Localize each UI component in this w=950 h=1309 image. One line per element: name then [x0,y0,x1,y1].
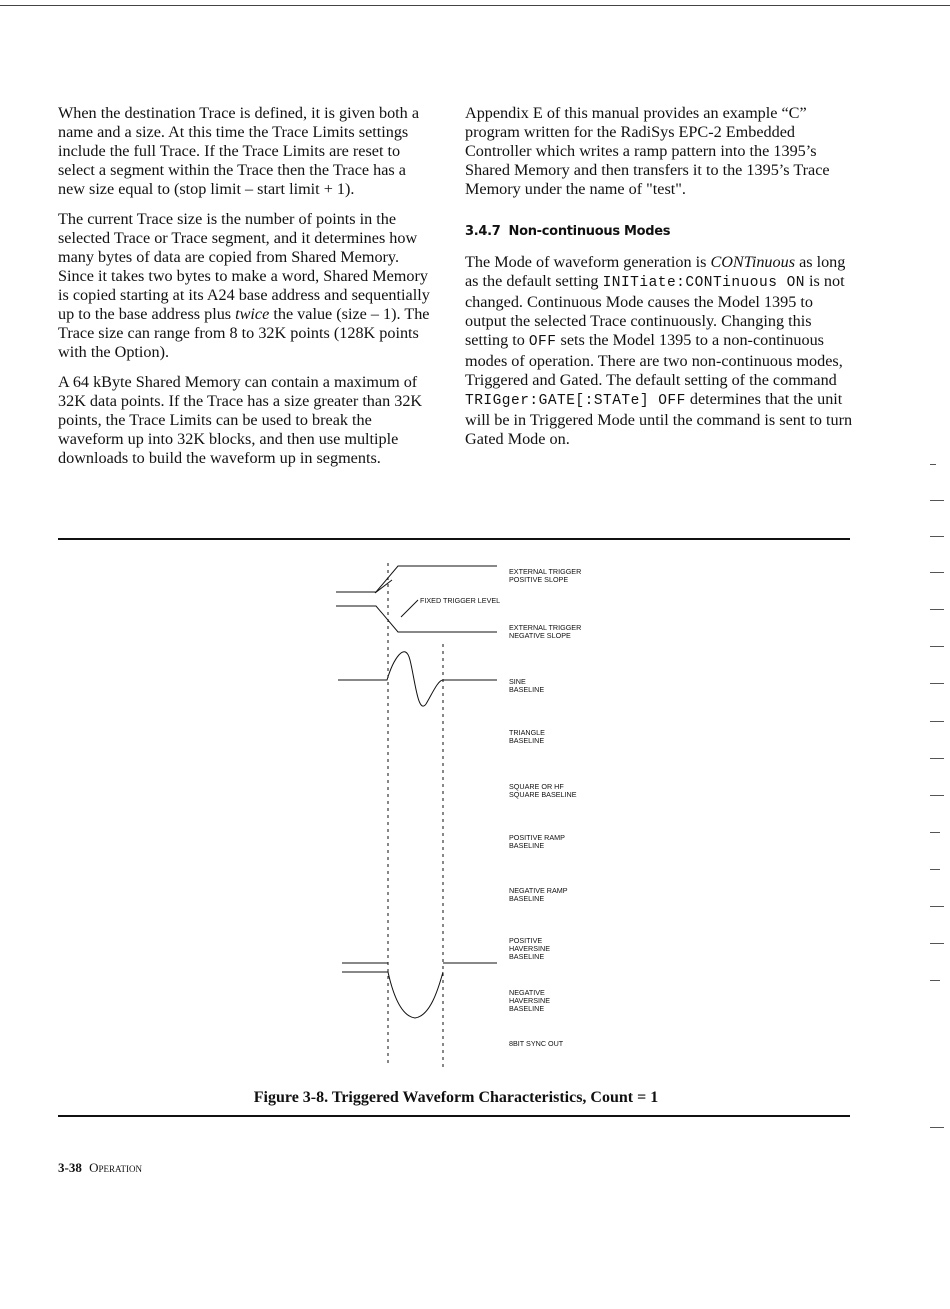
timing-markers [388,563,443,1067]
waveform-label-line: 8BIT SYNC OUT [509,1039,564,1048]
waveform-label-line: NEGATIVE SLOPE [509,631,571,640]
emphasis-twice: twice [235,305,270,323]
code-off: OFF [528,334,557,350]
section-number: 3.4.7 [465,224,501,239]
waveform-label [509,936,550,961]
waveform-label-line: SQUARE BASELINE [509,790,577,799]
positive-slope-trigger-trace [336,566,497,592]
waveform-label-line: NEGATIVE [509,988,545,997]
text-run: sets the Model 1395 to a non-continuous modes of operation. There are two non-continuous modes, Triggered and Gated. The default setting of the command [465,331,843,389]
waveform-label [509,728,545,745]
sine-trace [338,652,497,706]
waveform-label-line: NEGATIVE RAMP [509,886,568,895]
waveform-label-line: POSITIVE SLOPE [509,575,569,584]
waveform-label-line: TRIANGLE [509,728,545,737]
waveform-label-line: EXTERNAL TRIGGER [509,567,582,576]
section-heading [465,222,855,241]
code-trigger-gate: TRIGger:GATE[:STATe] OFF [465,393,686,409]
negative-haversine-trace [342,972,443,1018]
scan-mark [930,683,944,684]
paragraph-shared-memory: A 64 kByte Shared Memory can contain a maximum of 32K data points. If the Trace has a size greater than 32K points, the Trace Limits can be used to break the waveform up into 32K blocks, and then use multiple downloads to build the waveform up in segments. [58,373,423,467]
left-text-column [58,104,436,479]
waveform-label-line: BASELINE [509,841,545,850]
text-run: is not changed. Continuous Mode causes the Model 1395 to output the selected Trace continuously. Changing this setting to [465,272,845,349]
scan-mark [930,646,944,647]
waveform-traces [336,566,497,1018]
scan-mark [930,980,940,981]
page-footer [58,1160,142,1176]
scan-mark [930,832,940,833]
waveform-label [509,567,581,584]
waveform-label-line: SQUARE OR HF [509,782,564,791]
waveform-label-line: BASELINE [509,1004,545,1013]
scan-mark [930,795,944,796]
waveform-label-line: HAVERSINE [509,996,551,1005]
page-number: 3-38 [58,1160,82,1175]
text-run: the value (size – 1). The Trace size can range from 8 to 32K points (128K points with the Option). [58,305,430,361]
scan-mark [930,572,944,573]
top-rule [0,5,950,6]
waveform-label-line: POSITIVE [509,936,543,945]
waveform-label-line: BASELINE [509,736,545,745]
paragraph-appendix-e: Appendix E of this manual provides an example “C” program written for the RadiSys EPC-2 Embedded Controller which writes a ramp pattern into the 1395’s Shared Memory and then transfers it to the 1395’s Trace Memory under the name of "test". [465,104,830,198]
waveform-labels [420,567,581,1048]
scan-mark [930,1127,944,1128]
scan-mark [930,721,944,722]
scan-mark [930,464,936,465]
waveform-label [509,623,581,640]
waveform-label-line: BASELINE [509,685,545,694]
paragraph-trace-definition: When the destination Trace is defined, it is given both a name and a size. At this time the Trace Limits settings include the full Trace. If the Trace Limits are reset to select a segment within the Trace then the Trace has a new size equal to (stop limit – start limit + 1). [58,104,420,198]
emphasis-continuous: CONTinuous [710,253,796,271]
text-run: The Mode of waveform generation is [465,253,711,271]
text-run: The current Trace size is the number of points in the selected Trace or Trace segment, and it determines how many bytes of data are copied from Shared Memory. Since it takes two bytes to make a word, Shared Memory is copied starting at its A24 base address and sequentially up to the base address plus [58,210,430,323]
waveform-label [509,886,568,903]
figure-caption: Figure 3-8. Triggered Waveform Characteristics, Count = 1 [253,1089,659,1106]
waveform-label-line: POSITIVE RAMP [509,833,565,842]
waveform-label-line: SINE [509,677,526,686]
fixed-trigger-level-label: FIXED TRIGGER LEVEL [420,596,501,605]
section-title: Non-continuous Modes [508,224,671,239]
triggered-waveform-diagram [0,540,950,1085]
trigger-arrow-line [375,580,392,593]
scan-mark [930,500,944,501]
text-run: determines that the unit will be in Triggered Mode until the command is sent to turn Gated Mode on. [465,390,853,448]
waveform-label-line: HAVERSINE [509,944,551,953]
waveform-label-line: BASELINE [509,894,545,903]
waveform-label-line: EXTERNAL TRIGGER [509,623,582,632]
waveform-label-line: BASELINE [509,952,545,961]
right-text-column [465,104,855,460]
waveform-label [509,988,550,1013]
figure-bottom-rule [58,1115,850,1117]
trigger-arrow-line [401,600,418,617]
code-init-continuous: INITiate:CONTinuous ON [602,275,805,291]
paragraph-trace-size [58,210,436,362]
waveform-label [509,782,577,799]
scan-mark [930,943,944,944]
text-run: as long as the default setting [465,253,846,290]
scan-mark [930,906,944,907]
scan-mark [930,869,940,870]
scan-mark [930,758,944,759]
scan-mark [930,609,944,610]
waveform-label [509,1039,564,1048]
waveform-label [509,677,544,694]
paragraph-noncontinuous-modes [465,253,855,449]
footer-section: Operation [89,1160,142,1175]
scan-mark [930,536,944,537]
negative-slope-trigger-trace [336,606,497,632]
waveform-label [509,833,565,850]
